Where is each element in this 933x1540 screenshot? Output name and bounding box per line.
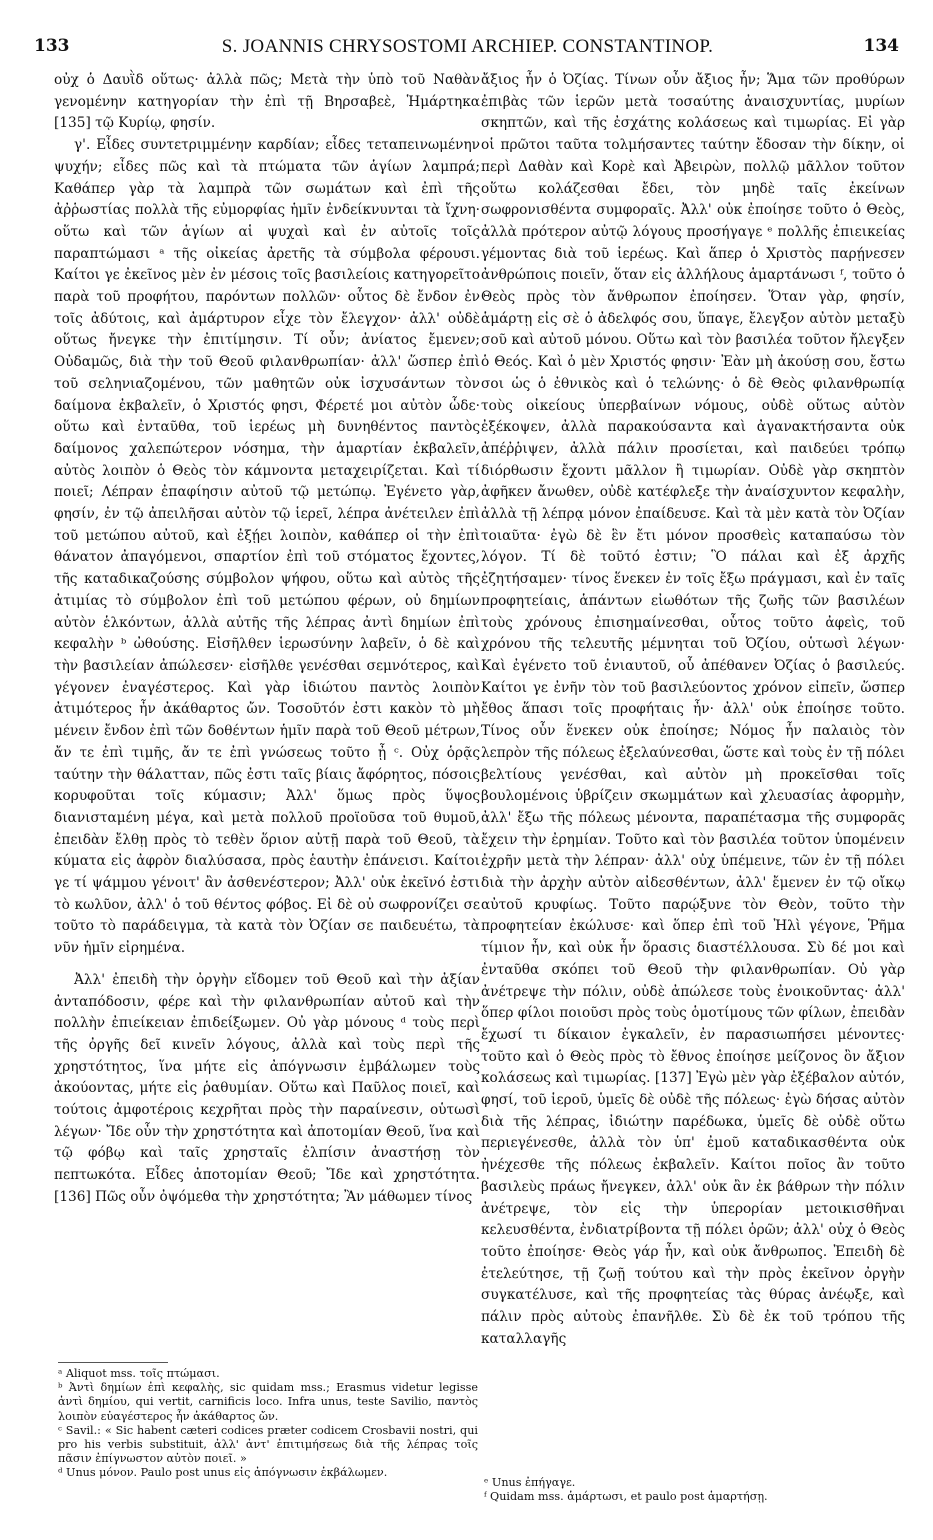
paragraph: ἄξιος ἦν ὁ Ὀζίας. Τίνων οὖν ἄξιος ἦν; Ἅμα τῶν προθύρων ἐπιβὰς τῶν ἱερῶν μετὰ τοσαύτης ἀναισχυντίας, μυρίων σκηπτῶν, καὶ τῆς ἐσχάτης κολάσεως καὶ τιμωρίας. Εἰ γὰρ οἱ πρῶτοι ταῦτα τολμήσαντες ταύτην ἔδοσαν τὴν δίκην, οἱ περὶ Δαθὰν καὶ Κορὲ καὶ Ἀβειρὼν, πολλῷ μᾶλλον τοῦτον οὕτω κολάζεσθαι ἔδει, τὸν μηδὲ ταῖς ἐκείνων σωφρονισθέντα συμφοραῖς. Ἀλλ' οὐκ ἐποίησε τοῦτο ὁ Θεὸς, ἀλλὰ πρότερον αὐτῷ λόγους προσήγαγε ᵉ πολλῆς ἐπιεικείας γέμοντας διὰ τοῦ ἱερέως. Καὶ ἅπερ ὁ Χριστὸς παρῄνεσεν ἀνθρώποις ποιεῖν, ὅταν εἰς ἀλλήλους ἁμαρτάνωσι ᶠ, τοῦτο ὁ Θεὸς πρὸς τὸν ἄνθρωπον ἐποίησεν. Ὅταν γὰρ, φησίν, ἁμάρτῃ εἰς σὲ ὁ ἀδελφός σου, ὕπαγε, ἔλεγξον αὐτὸν μεταξὺ σοῦ καὶ αὐτοῦ μόνου. Οὕτω καὶ τὸν βασιλέα τοῦτον ἤλεγξεν ὁ Θεός. Καὶ ὁ μὲν Χριστός φησιν· Ἐὰν μὴ ἀκούσῃ σου, ἔστω σοι ὡς ὁ ἐθνικὸς καὶ ὁ τελώνης· ὁ δὲ Θεὸς φιλανθρωπίᾳ τοὺς οἰκείους ὑπερβαίνων νόμους, οὐδὲ οὕτως αὐτὸν ἐξέκοψεν, ἀλλὰ παρακούσαντα καὶ ἀγανακτήσαντα οὐκ ἀπέῤῥιψεν, ἀλλὰ πάλιν προσίεται, καὶ παιδεύει τρόπῳ διόρθωσιν ἔχοντι μᾶλλον ἢ τιμωρίαν. Οὐδὲ γὰρ σκηπτὸν ἀφῆκεν ἄνωθεν, οὐδὲ κατέφλεξε τὴν ἀναίσχυντον κεφαλὴν, ἀλλὰ τῇ λέπρᾳ μόνον ἐπαίδευσε. Καὶ τὰ μὲν κατὰ τὸν Ὀζίαν τοιαῦτα· ἐγὼ δὲ ἓν ἔτι μόνον προσθεὶς καταπαύσω τὸν λόγον. Τί δὲ τοῦτό ἐστιν; Ὃ πάλαι καὶ ἐξ ἀρχῆς ἐζητήσαμεν· τίνος ἕνεκεν ἐν τοῖς ἔξω πράγμασι, καὶ ἐν ταῖς προφητείαις, ἁπάντων εἰωθότων τῆς ζωῆς τῶν βασιλέων τοὺς χρόνους ἐπισημαίνεσθαι, οὗτος τοῦτο ἀφεὶς, τοῦ χρόνου τῆς τελευτῆς μέμνηται τοῦ Ὀζίου, οὑτωσὶ λέγων· Καὶ ἐγένετο τοῦ ἐνιαυτοῦ, οὗ ἀπέθανεν Ὀζίας ὁ βασιλεύς. Καίτοι γε ἐνῆν τὸν τοῦ βασιλεύοντος χρόνον εἰπεῖν, ὥσπερ ἔθος ἅπασι τοῖς προφήταις ἦν· ἀλλ' οὐκ ἐποίησε τοῦτο. Τίνος οὖν ἕνεκεν οὐκ ἐποίησε; Νόμος ἦν παλαιὸς τὸν λεπρὸν τῆς πόλεως ἐξελαύνεσθαι, ὥστε καὶ τοὺς ἐν τῇ πόλει βελτίους γενέσθαι, καὶ αὐτὸν μὴ προκεῖσθαι τοῖς βουλομένοις ὑβρίζειν σκωμμάτων καὶ χλευασίας ἀφορμὴν, ἀλλ' ἔξω τῆς πόλεως μένοντα, παραπέτασμα τῆς συμφορᾶς ἔχειν τὴν ἐρημίαν. Τοῦτο καὶ τὸν βασιλέα τοῦτον ὑπομένειν ἐχρῆν μετὰ τὴν λέπραν· ἀλλ' οὐχ ὑπέμεινε, τῶν ἐν τῇ πόλει διὰ τὴν ἀρχὴν αὐτὸν αἰδεσθέντων, ἀλλ' ἔμενεν ἐν τῷ οἴκῳ αὐτοῦ κρυφίως. Τοῦτο παρῴξυνε τὸν Θεὸν, τοῦτο τὴν προφητείαν ἐκώλυσε· καὶ ὅπερ ἐπὶ τοῦ Ἠλὶ γέγονε, Ῥῆμα τίμιον ἦν, καὶ οὐκ ἦν ὅρασις διαστέλλουσα. Σὺ δέ μοι καὶ ἐνταῦθα σκόπει τοῦ Θεοῦ τὴν φιλανθρωπίαν. Οὐ γὰρ ἀνέτρεψε τὴν πόλιν, οὐδὲ ἀπώλεσε τοὺς ἐνοικοῦντας· ἀλλ' ὅπερ φίλοι ποιοῦσι πρὸς τοὺς ὁμοτίμους τῶν φίλων, ἐπειδὰν ἔχωσί τι δίκαιον ἐγκαλεῖν, ἐν παρασιωπήσει μένοντες· τοῦτο καὶ ὁ Θεὸς πρὸς τὸ ἔθνος ἐποίησε μείζονος ὂν ἄξιον κολάσεως καὶ τιμωρίας. [137] Ἐγὼ μὲν γὰρ ἐξέβαλον αὐτόν, φησί, τοῦ ἱεροῦ, ὑμεῖς δὲ οὐδὲ τῆς πόλεως· ἐγὼ δήσας αὐτὸν διὰ τῆς λέπρας, ἰδιώτην παρέδωκα, ὑμεῖς δὲ οὐδὲ οὕτω περιεγένεσθε, ἀλλὰ τὸν ὑπ' ἐμοῦ καταδικασθέντα οὐκ ἠνέχεσθε τῆς πόλεως ἐκβαλεῖν. Καίτοι ποῖος ἂν τοῦτο βασιλεὺς πράως ἤνεγκεν, ἀλλ' οὐκ ἂν ἐκ βάθρων τὴν πόλιν ἀνέτρεψε, τὸν εἰς τὴν ὑπερορίαν μετοικισθῆναι κελευσθέντα, ἐνδιατρίβοντα τῇ πόλει ὁρῶν; ἀλλ' οὐχ ὁ Θεὸς τοῦτο ἐποίησε· Θεὸς γάρ ἦν, καὶ οὐκ ἄνθρωπος. Ἐπειδὴ δὲ ἐτελεύτησε, τῇ ζωῇ τούτου καὶ τὴν πρὸς ἐκεῖνον ὀργὴν συγκατέλυσε, καὶ τῆς προφητείας τὰς θύρας ἀνέῳξε, καὶ πάλιν πρὸς αὐτοὺς ἐπανῆλθε. Σὺ δὲ ἐκ τοῦ τρόπου τῆς καταλλαγῆς: [481, 72, 905, 1347]
footnote: ᵃ Aliquot mss. τοῖς πτώμασι.: [58, 1367, 220, 1380]
footnote: ᶠ Quidam mss. ἁμάρτωσι, et paulo post ἁμαρτήσῃ.: [484, 1490, 768, 1504]
paragraph: Ἀλλ' ἐπειδὴ τὴν ὀργὴν εἴδομεν τοῦ Θεοῦ καὶ τὴν ἀξίαν ἀνταπόδοσιν, φέρε καὶ τὴν φιλανθρωπίαν αὐτοῦ καὶ τὴν πολλὴν ἐπιείκειαν ἐπιδείξωμεν. Οὐ γὰρ μόνους ᵈ τοὺς περὶ τῆς ὀργῆς δεῖ κινεῖν λόγους, ἀλλὰ καὶ τοὺς περὶ τῆς χρηστότητος, ἵνα μήτε εἰς ἀπόγνωσιν ἐμβάλωμεν τοὺς ἀκούοντας, μήτε εἰς ῥαθυμίαν. Οὕτω καὶ Παῦλος ποιεῖ, καὶ τούτοις ἀμφοτέροις κεχρῆται πρὸς τὴν παραίνεσιν, οὑτωσὶ λέγων· Ἴδε οὖν τὴν χρηστότητα καὶ ἀποτομίαν Θεοῦ, ἵνα καὶ τῷ φόβῳ καὶ ταῖς χρησταῖς ἐλπίσιν ἀναστήσῃ τὸν πεπτωκότα. Εἶδες ἀποτομίαν Θεοῦ; Ἴδε καὶ χρηστότητα. [136] Πῶς οὖν ὀψόμεθα τὴν χρηστότητα; Ἂν μάθωμεν τίνος: [54, 971, 480, 1205]
footnote-rule: [58, 1362, 168, 1363]
footnotes-left: [58, 1352, 478, 1481]
page-number-left: 133: [34, 36, 70, 56]
right-column: [481, 70, 905, 1350]
left-column: [54, 70, 480, 1209]
paragraph: οὐχ ὁ Δαυῒδ οὕτως· ἀλλὰ πῶς; Μετὰ τὴν ὑπὸ τοῦ Ναθὰν γενομένην κατηγορίαν τὴν ἐπὶ τῇ Βηρσαβεὲ, Ἡμάρτηκα [135] τῷ Κυρίῳ, φησίν.: [54, 72, 480, 132]
footnote: ᵇ Ἀντὶ δημίων ἐπὶ κεφαλὴς, sic quidam mss.; Erasmus videtur legisse ἀντὶ δημίου, qui vertit, carnificis loco. Infra unus, teste Savilio, παντὸς λοιπὸν εὐαγέστερος ἦν ἀκάθαρτος ὤν.: [58, 1381, 478, 1423]
footnote: ᵉ Unus ἐπήγαγε.: [484, 1476, 576, 1489]
footnotes-right: [484, 1476, 904, 1504]
running-header: [32, 36, 903, 62]
paragraph: γ'. Εἶδες συντετριμμένην καρδίαν; εἶδες τεταπεινωμένην ψυχήν; εἶδες πῶς καὶ τὰ πτώματα τῶν ἁγίων λαμπρά; Καθάπερ γὰρ τὰ λαμπρὰ τῶν σωμάτων καὶ ἐπὶ τῆς ἀῤῥωστίας πολλὰ τῆς εὐμορφίας ἡμῖν ἐνδείκνυνται τὰ ἴχνη· οὕτω καὶ τῶν ἁγίων αἱ ψυχαὶ καὶ ἐν αὐτοῖς τοῖς παραπτώμασι ᵃ τῆς οἰκείας ἀρετῆς τὰ σύμβολα φέρουσι. Καίτοι γε ἐκεῖνος μὲν ἐν μέσοις τοῖς βασιλείοις κατηγορεῖτο παρὰ τοῦ προφήτου, παρόντων πολλῶν· οὗτος δὲ ἔνδον ἐν τοῖς ἀδύτοις, καὶ ἀμάρτυρον εἶχε τὸν ἔλεγχον· ἀλλ' οὐδὲ οὕτως ἤνεγκε τὴν ἐπιτίμησιν. Τί οὖν; ἀνίατος ἔμενεν; Οὐδαμῶς, διὰ τὴν τοῦ Θεοῦ φιλανθρωπίαν· ἀλλ' ὥσπερ ἐπὶ τοῦ σεληνιαζομένου, τῶν μαθητῶν οὐκ ἰσχυσάντων τὸν δαίμονα ἐκβαλεῖν, ὁ Χριστός φησι, Φέρετέ μοι αὐτὸν ὧδε· οὕτω καὶ ἐνταῦθα, τοῦ ἱερέως μὴ δυνηθέντος παντὸς δαίμονος χαλεπώτερον νόσημα, τὴν ἁμαρτίαν ἐκβαλεῖν, αὐτὸς λοιπὸν ὁ Θεὸς τὸν κάμνοντα μεταχειρίζεται. Καὶ τί ποιεῖ; Λέπραν ἐπαφίησιν αὐτοῦ τῷ μετώπῳ. Ἐγένετο γὰρ, φησίν, ἐν τῷ ἀπειλῆσαι αὐτὸν τῷ ἱερεῖ, λέπρα ἀνέτειλεν ἐπὶ τοῦ μετώπου αὐτοῦ, καὶ ἐξῄει λοιπὸν, καθάπερ οἱ τὴν ἐπὶ θάνατον ἀπαγόμενοι, σπαρτίον ἐπὶ τοῦ στόματος ἔχοντες, τῆς καταδικαζούσης σύμβολον ψήφου, οὕτω καὶ αὐτὸς τῆς ἀτιμίας τὸ σύμβολον ἐπὶ τοῦ μετώπου φέρων, οὐ δημίων αὐτὸν ἑλκόντων, ἀλλὰ αὐτῆς τῆς λέπρας ἀντὶ δημίων ἐπὶ κεφαλὴν ᵇ ὠθούσης. Εἰσῆλθεν ἱερωσύνην λαβεῖν, ὁ δὲ καὶ τὴν βασιλείαν ἀπώλεσεν· εἰσῆλθε γενέσθαι σεμνότερος, καὶ γέγονεν ἐναγέστερος. Καὶ γὰρ ἰδιώτου παντὸς λοιπὸν ἀτιμότερος ἦν ἀκάθαρτος ὤν. Τοσοῦτόν ἐστι κακὸν τὸ μὴ μένειν ἔνδον ἐπὶ τῶν δοθέντων ἡμῖν παρὰ τοῦ Θεοῦ μέτρων, ἄν τε ἐπὶ τιμῆς, ἄν τε ἐπὶ γνώσεως τοῦτο ᾖ ᶜ. Οὐχ ὁρᾷς ταύτην τὴν θάλατταν, πῶς ἐστι ταῖς βίαις ἄφόρητος, πόσοις κορυφοῦται τοῖς κύμασιν; Ἀλλ' ὅμως πρὸς ὕψος διανισταμένη μέγα, καὶ μετὰ πολλοῦ προϊοῦσα τοῦ θυμοῦ, ἐπειδὰν ἔλθῃ πρὸς τὸ τεθὲν ὅριον αὐτῇ παρὰ τοῦ Θεοῦ, τὰ κύματα εἰς ἀφρὸν διαλύσασα, πρὸς ἑαυτὴν ἐπάνεισι. Καίτοι γε τί ψάμμου γένοιτ' ἂν ἀσθενέστερον; Ἀλλ' οὐκ ἐκεῖνό ἐστι τὸ κωλῦον, ἀλλ' ὁ τοῦ θέντος φόβος. Εἰ δὲ οὐ σωφρονίζει σε τοῦτο τὸ παράδειγμα, τὰ κατὰ τὸν Ὀζίαν σε παιδευέτω, τὰ νῦν ἡμῖν εἰρημένα.: [54, 137, 480, 957]
running-title: S. JOANNIS CHRYSOSTOMI ARCHIEP. CONSTANTINOP.: [221, 36, 714, 57]
footnote: ᶜ Savil.: « Sic habent cæteri codices præter codicem Crosbavii nostri, qui pro his verbis substituit, ἀλλ' ἀντ' ἐπιτιμήσεως διὰ τῆς λέπρας τοῖς πᾶσιν ἐπίγνωστον αὐτὸν ποιεῖ. »: [58, 1423, 478, 1466]
footnote: ᵈ Unus μόνον. Paulo post unus εἰς ἀπόγνωσιν ἐκβάλωμεν.: [58, 1466, 388, 1480]
page-number-right: 134: [863, 36, 899, 56]
